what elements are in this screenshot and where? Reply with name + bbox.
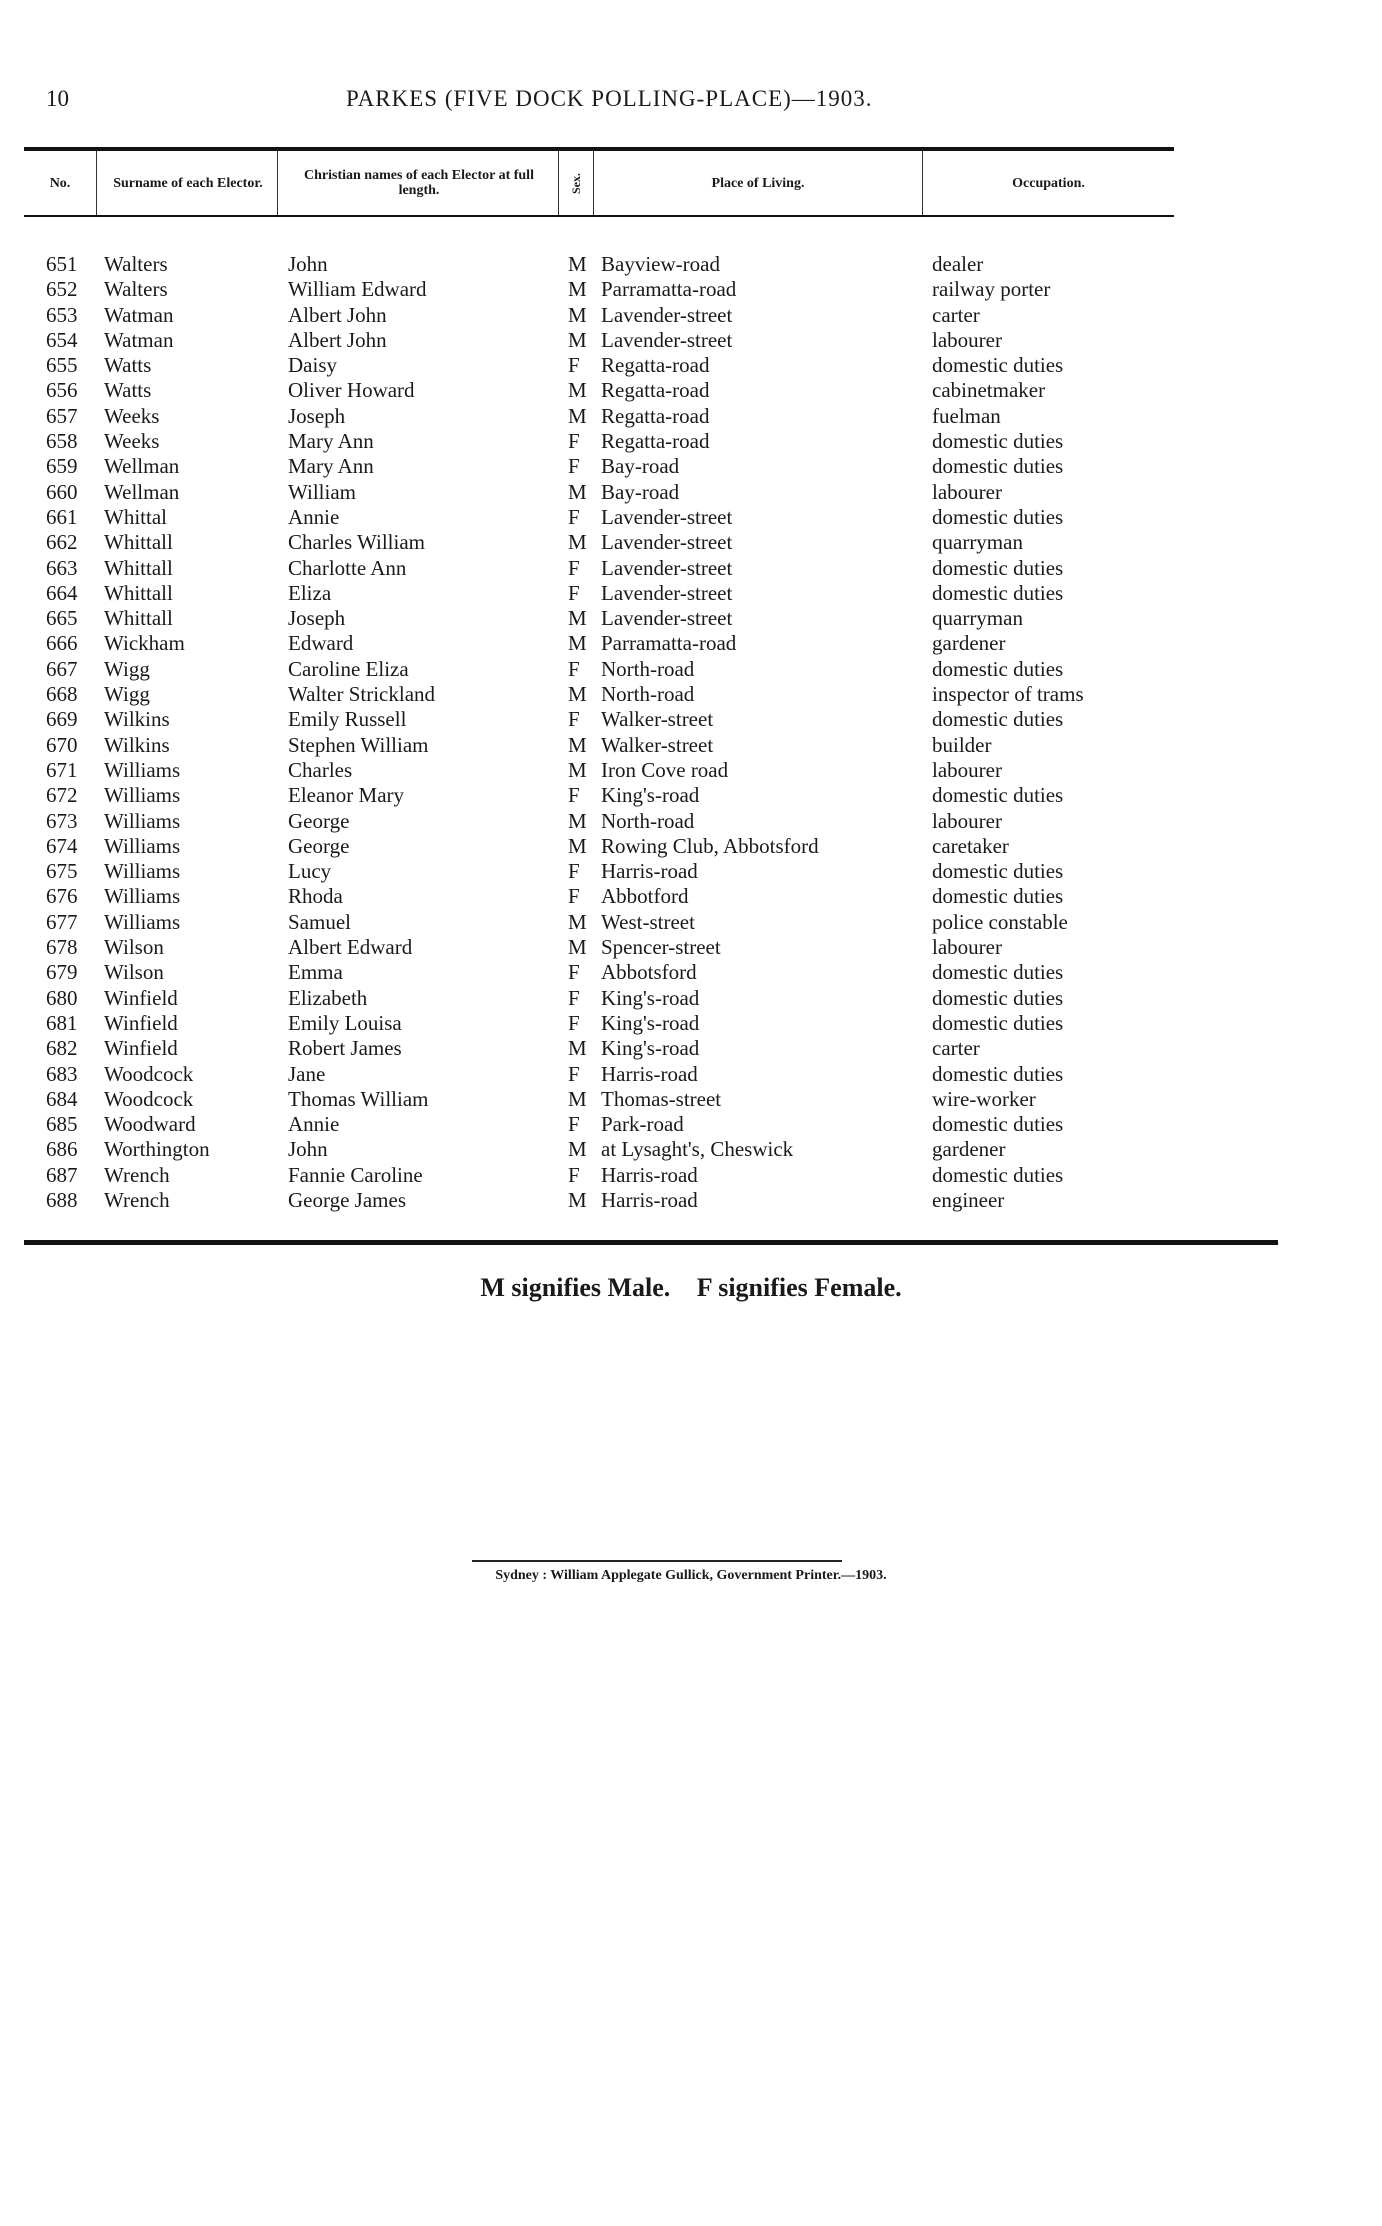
header-occupation: Occupation. [1012, 175, 1085, 191]
elector-number: 682 [46, 1036, 78, 1061]
elector-occupation: domestic duties [932, 960, 1064, 985]
elector-number: 651 [46, 252, 78, 276]
elector-sex: F [568, 1112, 580, 1137]
elector-place-of-living: Walker-street [601, 707, 714, 732]
elector-sex: F [568, 884, 580, 909]
elector-place-of-living: Walker-street [601, 732, 714, 757]
elector-surname: Williams [104, 757, 181, 782]
elector-surname: Williams [104, 783, 181, 808]
elector-occupation: quarryman [932, 606, 1023, 631]
elector-christian-names: Albert John [288, 302, 387, 327]
elector-occupation: labourer [932, 327, 1002, 352]
elector-christian-names: Annie [288, 504, 340, 529]
elector-surname: Winfield [104, 985, 178, 1010]
elector-sex: F [568, 454, 580, 479]
table-row [0, 1188, 1382, 1213]
table-row [0, 556, 1382, 581]
table-row [0, 1163, 1382, 1188]
elector-number: 681 [46, 1010, 78, 1035]
elector-surname: Whittall [104, 555, 173, 580]
elector-place-of-living: North-road [601, 682, 695, 707]
elector-place-of-living: Bay-road [601, 479, 680, 504]
elector-sex: F [568, 985, 580, 1010]
elector-occupation: domestic duties [932, 985, 1064, 1010]
elector-number: 668 [46, 682, 78, 707]
elector-occupation: carter [932, 302, 980, 327]
elector-sex: M [568, 403, 587, 428]
table-row [0, 1011, 1382, 1036]
table-row [0, 859, 1382, 884]
elector-christian-names: Charlotte Ann [288, 555, 407, 580]
elector-sex: M [568, 909, 587, 934]
elector-christian-names: Joseph [288, 606, 346, 631]
elector-christian-names: Jane [288, 1061, 326, 1086]
elector-christian-names: Walter Strickland [288, 682, 436, 707]
elector-christian-names: Mary Ann [288, 429, 374, 454]
header-divider [277, 151, 278, 215]
table-row [0, 252, 1382, 277]
elector-sex: F [568, 783, 580, 808]
elector-surname: Woodward [104, 1112, 196, 1137]
table-bottom-rule [24, 1240, 1278, 1245]
legend-female: F signifies Female. [696, 1273, 902, 1302]
elector-christian-names: Charles [288, 757, 353, 782]
elector-christian-names: George James [288, 1187, 406, 1212]
elector-occupation: domestic duties [932, 707, 1064, 732]
elector-list [0, 252, 1382, 1213]
elector-place-of-living: Harris-road [601, 1061, 698, 1086]
elector-surname: Woodcock [104, 1086, 194, 1111]
table-row [0, 378, 1382, 403]
elector-christian-names: William [288, 479, 356, 504]
elector-surname: Walters [104, 277, 168, 302]
elector-sex: F [568, 656, 580, 681]
elector-occupation: labourer [932, 757, 1002, 782]
table-row [0, 429, 1382, 454]
table-row [0, 631, 1382, 656]
elector-sex: M [568, 252, 587, 276]
elector-christian-names: Albert Edward [288, 935, 413, 960]
elector-christian-names: John [288, 252, 328, 276]
elector-number: 686 [46, 1137, 78, 1162]
elector-number: 656 [46, 378, 78, 403]
elector-sex: M [568, 378, 587, 403]
elector-number: 688 [46, 1187, 78, 1212]
elector-christian-names: Elizabeth [288, 985, 368, 1010]
elector-sex: F [568, 580, 580, 605]
elector-surname: Watts [104, 353, 152, 378]
elector-place-of-living: Bayview-road [601, 252, 720, 276]
elector-occupation: wire-worker [932, 1086, 1036, 1111]
elector-place-of-living: Parramatta-road [601, 277, 737, 302]
elector-occupation: domestic duties [932, 353, 1064, 378]
elector-place-of-living: Lavender-street [601, 555, 733, 580]
elector-christian-names: Emily Russell [288, 707, 407, 732]
elector-sex: M [568, 833, 587, 858]
elector-surname: Watts [104, 378, 152, 403]
elector-occupation: fuelman [932, 403, 1001, 428]
elector-surname: Watman [104, 327, 174, 352]
elector-christian-names: Charles William [288, 530, 425, 555]
table-row [0, 758, 1382, 783]
elector-place-of-living: Bay-road [601, 454, 680, 479]
elector-place-of-living: Regatta-road [601, 429, 710, 454]
elector-place-of-living: Regatta-road [601, 353, 710, 378]
elector-number: 678 [46, 935, 78, 960]
elector-occupation: railway porter [932, 277, 1051, 302]
elector-surname: Wickham [104, 631, 185, 656]
header-surname: Surname of each Elector. [113, 175, 263, 191]
elector-christian-names: Stephen William [288, 732, 429, 757]
elector-occupation: domestic duties [932, 783, 1064, 808]
elector-place-of-living: Park-road [601, 1112, 684, 1137]
elector-number: 683 [46, 1061, 78, 1086]
table-row [0, 530, 1382, 555]
elector-surname: Weeks [104, 403, 160, 428]
elector-number: 662 [46, 530, 78, 555]
elector-number: 664 [46, 580, 78, 605]
elector-surname: Winfield [104, 1036, 178, 1061]
elector-sex: F [568, 555, 580, 580]
elector-number: 670 [46, 732, 78, 757]
elector-place-of-living: King's-road [601, 1036, 700, 1061]
elector-place-of-living: North-road [601, 808, 695, 833]
table-row [0, 783, 1382, 808]
elector-surname: Williams [104, 859, 181, 884]
elector-surname: Wilkins [104, 732, 170, 757]
elector-place-of-living: Lavender-street [601, 580, 733, 605]
elector-surname: Walters [104, 252, 168, 276]
elector-surname: Williams [104, 833, 181, 858]
elector-sex: M [568, 757, 587, 782]
elector-place-of-living: West-street [601, 909, 695, 934]
table-row [0, 1137, 1382, 1162]
table-row [0, 1112, 1382, 1137]
elector-sex: M [568, 1086, 587, 1111]
elector-surname: Winfield [104, 1010, 178, 1035]
elector-surname: Whittall [104, 530, 173, 555]
sex-legend [0, 1273, 1382, 1303]
elector-surname: Wellman [104, 454, 180, 479]
elector-occupation: domestic duties [932, 656, 1064, 681]
elector-christian-names: Edward [288, 631, 354, 656]
elector-christian-names: Samuel [288, 909, 351, 934]
elector-sex: M [568, 1137, 587, 1162]
elector-place-of-living: King's-road [601, 985, 700, 1010]
elector-christian-names: Lucy [288, 859, 332, 884]
elector-surname: Wilkins [104, 707, 170, 732]
page-title: PARKES (FIVE DOCK POLLING-PLACE)—1903. [346, 86, 873, 111]
elector-place-of-living: Harris-road [601, 1187, 698, 1212]
table-row [0, 505, 1382, 530]
elector-place-of-living: Iron Cove road [601, 757, 729, 782]
elector-surname: Williams [104, 808, 181, 833]
elector-occupation: domestic duties [932, 580, 1064, 605]
elector-number: 669 [46, 707, 78, 732]
elector-number: 659 [46, 454, 78, 479]
elector-number: 674 [46, 833, 78, 858]
header-divider [96, 151, 97, 215]
table-row [0, 657, 1382, 682]
elector-number: 680 [46, 985, 78, 1010]
elector-surname: Wilson [104, 935, 164, 960]
elector-sex: F [568, 1010, 580, 1035]
elector-surname: Worthington [104, 1137, 210, 1162]
elector-number: 665 [46, 606, 78, 631]
table-row [0, 834, 1382, 859]
table-row [0, 303, 1382, 328]
table-row [0, 809, 1382, 834]
elector-surname: Wigg [104, 656, 150, 681]
elector-occupation: domestic duties [932, 429, 1064, 454]
elector-christian-names: George [288, 833, 350, 858]
printer-imprint: Sydney : William Applegate Gullick, Government Printer.—1903. [495, 1568, 887, 1583]
elector-christian-names: Caroline Eliza [288, 656, 409, 681]
elector-sex: F [568, 353, 580, 378]
elector-christian-names: Joseph [288, 403, 346, 428]
imprint-rule [472, 1560, 842, 1562]
elector-sex: M [568, 808, 587, 833]
elector-sex: F [568, 1061, 580, 1086]
elector-sex: F [568, 707, 580, 732]
elector-place-of-living: Regatta-road [601, 378, 710, 403]
elector-place-of-living: Lavender-street [601, 606, 733, 631]
table-row [0, 682, 1382, 707]
elector-sex: M [568, 277, 587, 302]
table-row [0, 910, 1382, 935]
elector-number: 675 [46, 859, 78, 884]
elector-christian-names: Mary Ann [288, 454, 374, 479]
elector-sex: M [568, 606, 587, 631]
elector-occupation: domestic duties [932, 504, 1064, 529]
elector-number: 671 [46, 757, 78, 782]
page-number: 10 [46, 86, 69, 111]
elector-place-of-living: Harris-road [601, 1162, 698, 1187]
elector-place-of-living: Rowing Club, Abbotsford [601, 833, 819, 858]
elector-number: 676 [46, 884, 78, 909]
elector-number: 663 [46, 555, 78, 580]
elector-christian-names: Emily Louisa [288, 1010, 402, 1035]
elector-number: 657 [46, 403, 78, 428]
elector-christian-names: Daisy [288, 353, 337, 378]
elector-place-of-living: Abbotsford [601, 960, 697, 985]
table-row [0, 884, 1382, 909]
elector-number: 652 [46, 277, 78, 302]
elector-christian-names: Albert John [288, 327, 387, 352]
elector-place-of-living: King's-road [601, 783, 700, 808]
elector-occupation: dealer [932, 252, 984, 276]
elector-surname: Wrench [104, 1187, 170, 1212]
elector-surname: Weeks [104, 429, 160, 454]
elector-occupation: labourer [932, 808, 1002, 833]
header-no: No. [49, 175, 71, 191]
elector-surname: Whittal [104, 504, 167, 529]
elector-place-of-living: Harris-road [601, 859, 698, 884]
elector-sex: M [568, 631, 587, 656]
elector-occupation: labourer [932, 935, 1002, 960]
elector-sex: M [568, 935, 587, 960]
elector-occupation: caretaker [932, 833, 1009, 858]
elector-christian-names: Rhoda [288, 884, 343, 909]
elector-number: 660 [46, 479, 78, 504]
elector-occupation: cabinetmaker [932, 378, 1046, 403]
elector-place-of-living: King's-road [601, 1010, 700, 1035]
elector-occupation: police constable [932, 909, 1068, 934]
elector-occupation: domestic duties [932, 555, 1064, 580]
elector-occupation: builder [932, 732, 992, 757]
table-row [0, 480, 1382, 505]
elector-occupation: engineer [932, 1187, 1005, 1212]
elector-number: 685 [46, 1112, 78, 1137]
elector-sex: M [568, 1036, 587, 1061]
table-row [0, 935, 1382, 960]
elector-place-of-living: Lavender-street [601, 302, 733, 327]
elector-number: 658 [46, 429, 78, 454]
elector-christian-names: Eleanor Mary [288, 783, 405, 808]
elector-christian-names: Oliver Howard [288, 378, 415, 403]
elector-number: 687 [46, 1162, 78, 1187]
elector-occupation: labourer [932, 479, 1002, 504]
elector-christian-names: Annie [288, 1112, 340, 1137]
legend-male: M signifies Male. [480, 1273, 671, 1302]
elector-number: 679 [46, 960, 78, 985]
table-row [0, 581, 1382, 606]
elector-christian-names: Robert James [288, 1036, 402, 1061]
elector-surname: Williams [104, 884, 181, 909]
elector-place-of-living: Parramatta-road [601, 631, 737, 656]
header-place: Place of Living. [711, 175, 805, 191]
elector-occupation: domestic duties [932, 454, 1064, 479]
table-row [0, 1087, 1382, 1112]
elector-number: 677 [46, 909, 78, 934]
elector-christian-names: Fannie Caroline [288, 1162, 423, 1187]
elector-number: 655 [46, 353, 78, 378]
elector-occupation: gardener [932, 1137, 1006, 1162]
table-row [0, 353, 1382, 378]
elector-surname: Wrench [104, 1162, 170, 1187]
elector-occupation: carter [932, 1036, 980, 1061]
elector-occupation: domestic duties [932, 1112, 1064, 1137]
elector-sex: M [568, 682, 587, 707]
elector-surname: Wilson [104, 960, 164, 985]
elector-occupation: domestic duties [932, 1162, 1064, 1187]
table-row [0, 454, 1382, 479]
elector-christian-names: John [288, 1137, 328, 1162]
elector-occupation: quarryman [932, 530, 1023, 555]
elector-occupation: gardener [932, 631, 1006, 656]
elector-sex: M [568, 327, 587, 352]
elector-occupation: domestic duties [932, 1061, 1064, 1086]
elector-surname: Williams [104, 909, 181, 934]
elector-number: 654 [46, 327, 78, 352]
elector-christian-names: Thomas William [288, 1086, 429, 1111]
elector-sex: M [568, 732, 587, 757]
table-row [0, 986, 1382, 1011]
elector-surname: Woodcock [104, 1061, 194, 1086]
elector-sex: F [568, 504, 580, 529]
elector-sex: M [568, 479, 587, 504]
elector-sex: F [568, 1162, 580, 1187]
elector-number: 684 [46, 1086, 78, 1111]
header-sex-cell [559, 151, 593, 215]
table-row [0, 404, 1382, 429]
elector-surname: Whittall [104, 580, 173, 605]
elector-place-of-living: at Lysaght's, Cheswick [601, 1137, 794, 1162]
elector-place-of-living: Spencer-street [601, 935, 721, 960]
elector-place-of-living: Lavender-street [601, 504, 733, 529]
table-row [0, 707, 1382, 732]
elector-number: 672 [46, 783, 78, 808]
elector-christian-names: Eliza [288, 580, 332, 605]
elector-sex: M [568, 302, 587, 327]
table-row [0, 277, 1382, 302]
elector-place-of-living: Regatta-road [601, 403, 710, 428]
table-row [0, 1062, 1382, 1087]
elector-place-of-living: North-road [601, 656, 695, 681]
elector-place-of-living: Abbotford [601, 884, 689, 909]
elector-sex: F [568, 960, 580, 985]
elector-sex: F [568, 429, 580, 454]
table-row [0, 1036, 1382, 1061]
elector-place-of-living: Lavender-street [601, 327, 733, 352]
elector-occupation: inspector of trams [932, 682, 1084, 707]
table-row [0, 733, 1382, 758]
elector-number: 661 [46, 504, 78, 529]
elector-number: 673 [46, 808, 78, 833]
elector-place-of-living: Lavender-street [601, 530, 733, 555]
table-row [0, 606, 1382, 631]
elector-sex: F [568, 859, 580, 884]
elector-sex: M [568, 1187, 587, 1212]
elector-occupation: domestic duties [932, 1010, 1064, 1035]
elector-number: 653 [46, 302, 78, 327]
elector-surname: Wellman [104, 479, 180, 504]
elector-place-of-living: Thomas-street [601, 1086, 722, 1111]
elector-christian-names: Emma [288, 960, 343, 985]
elector-number: 667 [46, 656, 78, 681]
header-sex: Sex. [568, 172, 583, 194]
elector-surname: Whittall [104, 606, 173, 631]
header-christian-names: Christian names of each Elector at full length. [304, 168, 534, 198]
elector-christian-names: George [288, 808, 350, 833]
elector-christian-names: William Edward [288, 277, 427, 302]
elector-surname: Wigg [104, 682, 150, 707]
elector-number: 666 [46, 631, 78, 656]
elector-sex: M [568, 530, 587, 555]
table-row [0, 960, 1382, 985]
table-header-rule [24, 215, 1174, 217]
elector-occupation: domestic duties [932, 859, 1064, 884]
elector-occupation: domestic duties [932, 884, 1064, 909]
elector-surname: Watman [104, 302, 174, 327]
table-row [0, 328, 1382, 353]
